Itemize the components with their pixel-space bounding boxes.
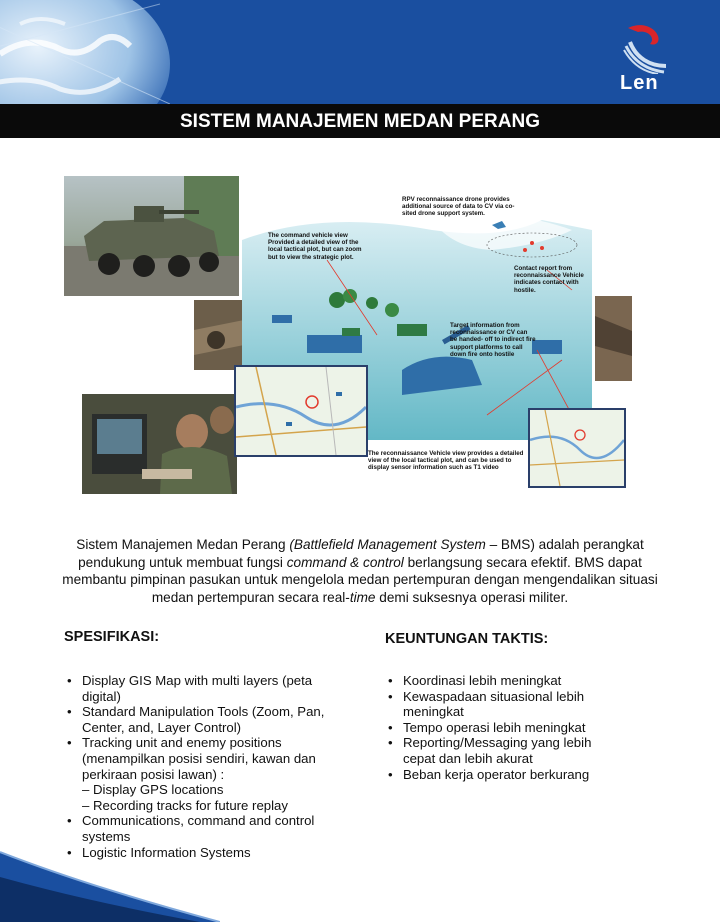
bullet: • [67,844,72,860]
globe-icon [0,0,170,104]
list-item [64,735,336,813]
len-logo-icon [614,22,674,74]
list-item-text: Kewaspadaan situasional lebih meningkat [403,688,585,720]
bullet: • [67,813,72,829]
caption-command-vehicle: The command vehicle view Provided a detailed view of the local tactical plot, but can zoom but to view the strategic plot. [268,232,362,261]
sub-item: – Recording tracks for future replay [82,797,288,813]
bms-illustration-collage [62,172,632,497]
intro-italic-2: command & control [286,554,404,570]
bullet: • [67,735,72,751]
spesifikasi-heading: SPESIFIKASI: [64,629,160,645]
list-item-text: Beban kerja operator berkurang [403,766,590,782]
bullet: • [388,673,393,688]
tactical-map-left [234,365,368,457]
list-item [64,704,336,735]
intro-text-4: demi suksesnya operasi militer. [375,589,569,605]
bullet: • [388,766,393,782]
bullet: • [388,688,393,704]
sub-item: – Display GPS locations [82,782,224,798]
list-item [385,720,625,736]
list-item [385,735,625,766]
caption-target-info: Target information from reconnaissance or CV can be handed- off to indirect fire support platforms to call down fire onto hostile [450,322,536,358]
page-title: SISTEM MANAJEMEN MEDAN PERANG [180,111,540,132]
len-logo [614,22,674,100]
list-item-text: Tracking unit and enemy positions (menampilkan posisi sendiri, kawan dan perkiraan posisi lawan) : [82,735,316,782]
list-item-text: Communications, command and control systems [82,813,315,844]
intro-paragraph [60,536,660,606]
list-item-text: Display GIS Map with multi layers (peta digital) [82,673,313,704]
list-item-text: Koordinasi lebih meningkat [403,673,562,688]
title-bar [0,104,720,138]
intro-text-1: Sistem Manajemen Medan Perang [76,537,290,552]
header-banner [0,0,720,104]
intro-italic-1: (Battlefield Management System [289,537,486,552]
list-item [385,689,625,720]
operator-photo [82,394,237,494]
intro-text-3: berlangsung secara efektif. BMS dapat membantu pimpinan pasukan untuk mengelola medan pertempuran dengan mengendalikan situasi medan pertempuran secara real- [62,554,658,605]
list-item-text: Standard Manipulation Tools (Zoom, Pan, Center, and, Layer Control) [82,704,325,735]
list-item-text: Logistic Information Systems [82,844,251,860]
corner-swoosh-decoration [0,832,220,922]
bullet: • [388,719,393,735]
list-item-text: Tempo operasi lebih meningkat [403,719,586,735]
caption-drone: RPV reconnaissance drone provides additional source of data to CV via co-sited drone support system. [402,196,515,218]
list-item [385,767,625,783]
keuntungan-list [385,673,625,782]
logo-text: Len [620,72,659,94]
list-item [385,673,625,689]
intro-italic-3: time [349,589,376,605]
bullet: • [67,704,72,720]
apc-photo [64,176,239,296]
intro-text-2: – BMS) adalah perangkat pendukung untuk membuat fungsi [78,537,644,570]
tactical-map-right [528,408,626,488]
caption-contact-report: Contact report from reconnaissance Vehicle indicates contact with hostile. [514,265,584,294]
field-photo-left [194,300,244,370]
field-photo-right [595,296,632,381]
list-item [64,673,336,704]
keuntungan-heading: KEUNTUNGAN TAKTIS: [385,631,549,647]
caption-recon-vehicle: The reconnaissance Vehicle view provides a detailed view of the local tactical plot, and can be used to display sensor information such as T1 video [368,450,524,472]
list-item-text: Reporting/Messaging yang lebih cepat dan lebih akurat [403,735,592,766]
bullet: • [67,673,72,688]
bullet: • [388,735,393,751]
